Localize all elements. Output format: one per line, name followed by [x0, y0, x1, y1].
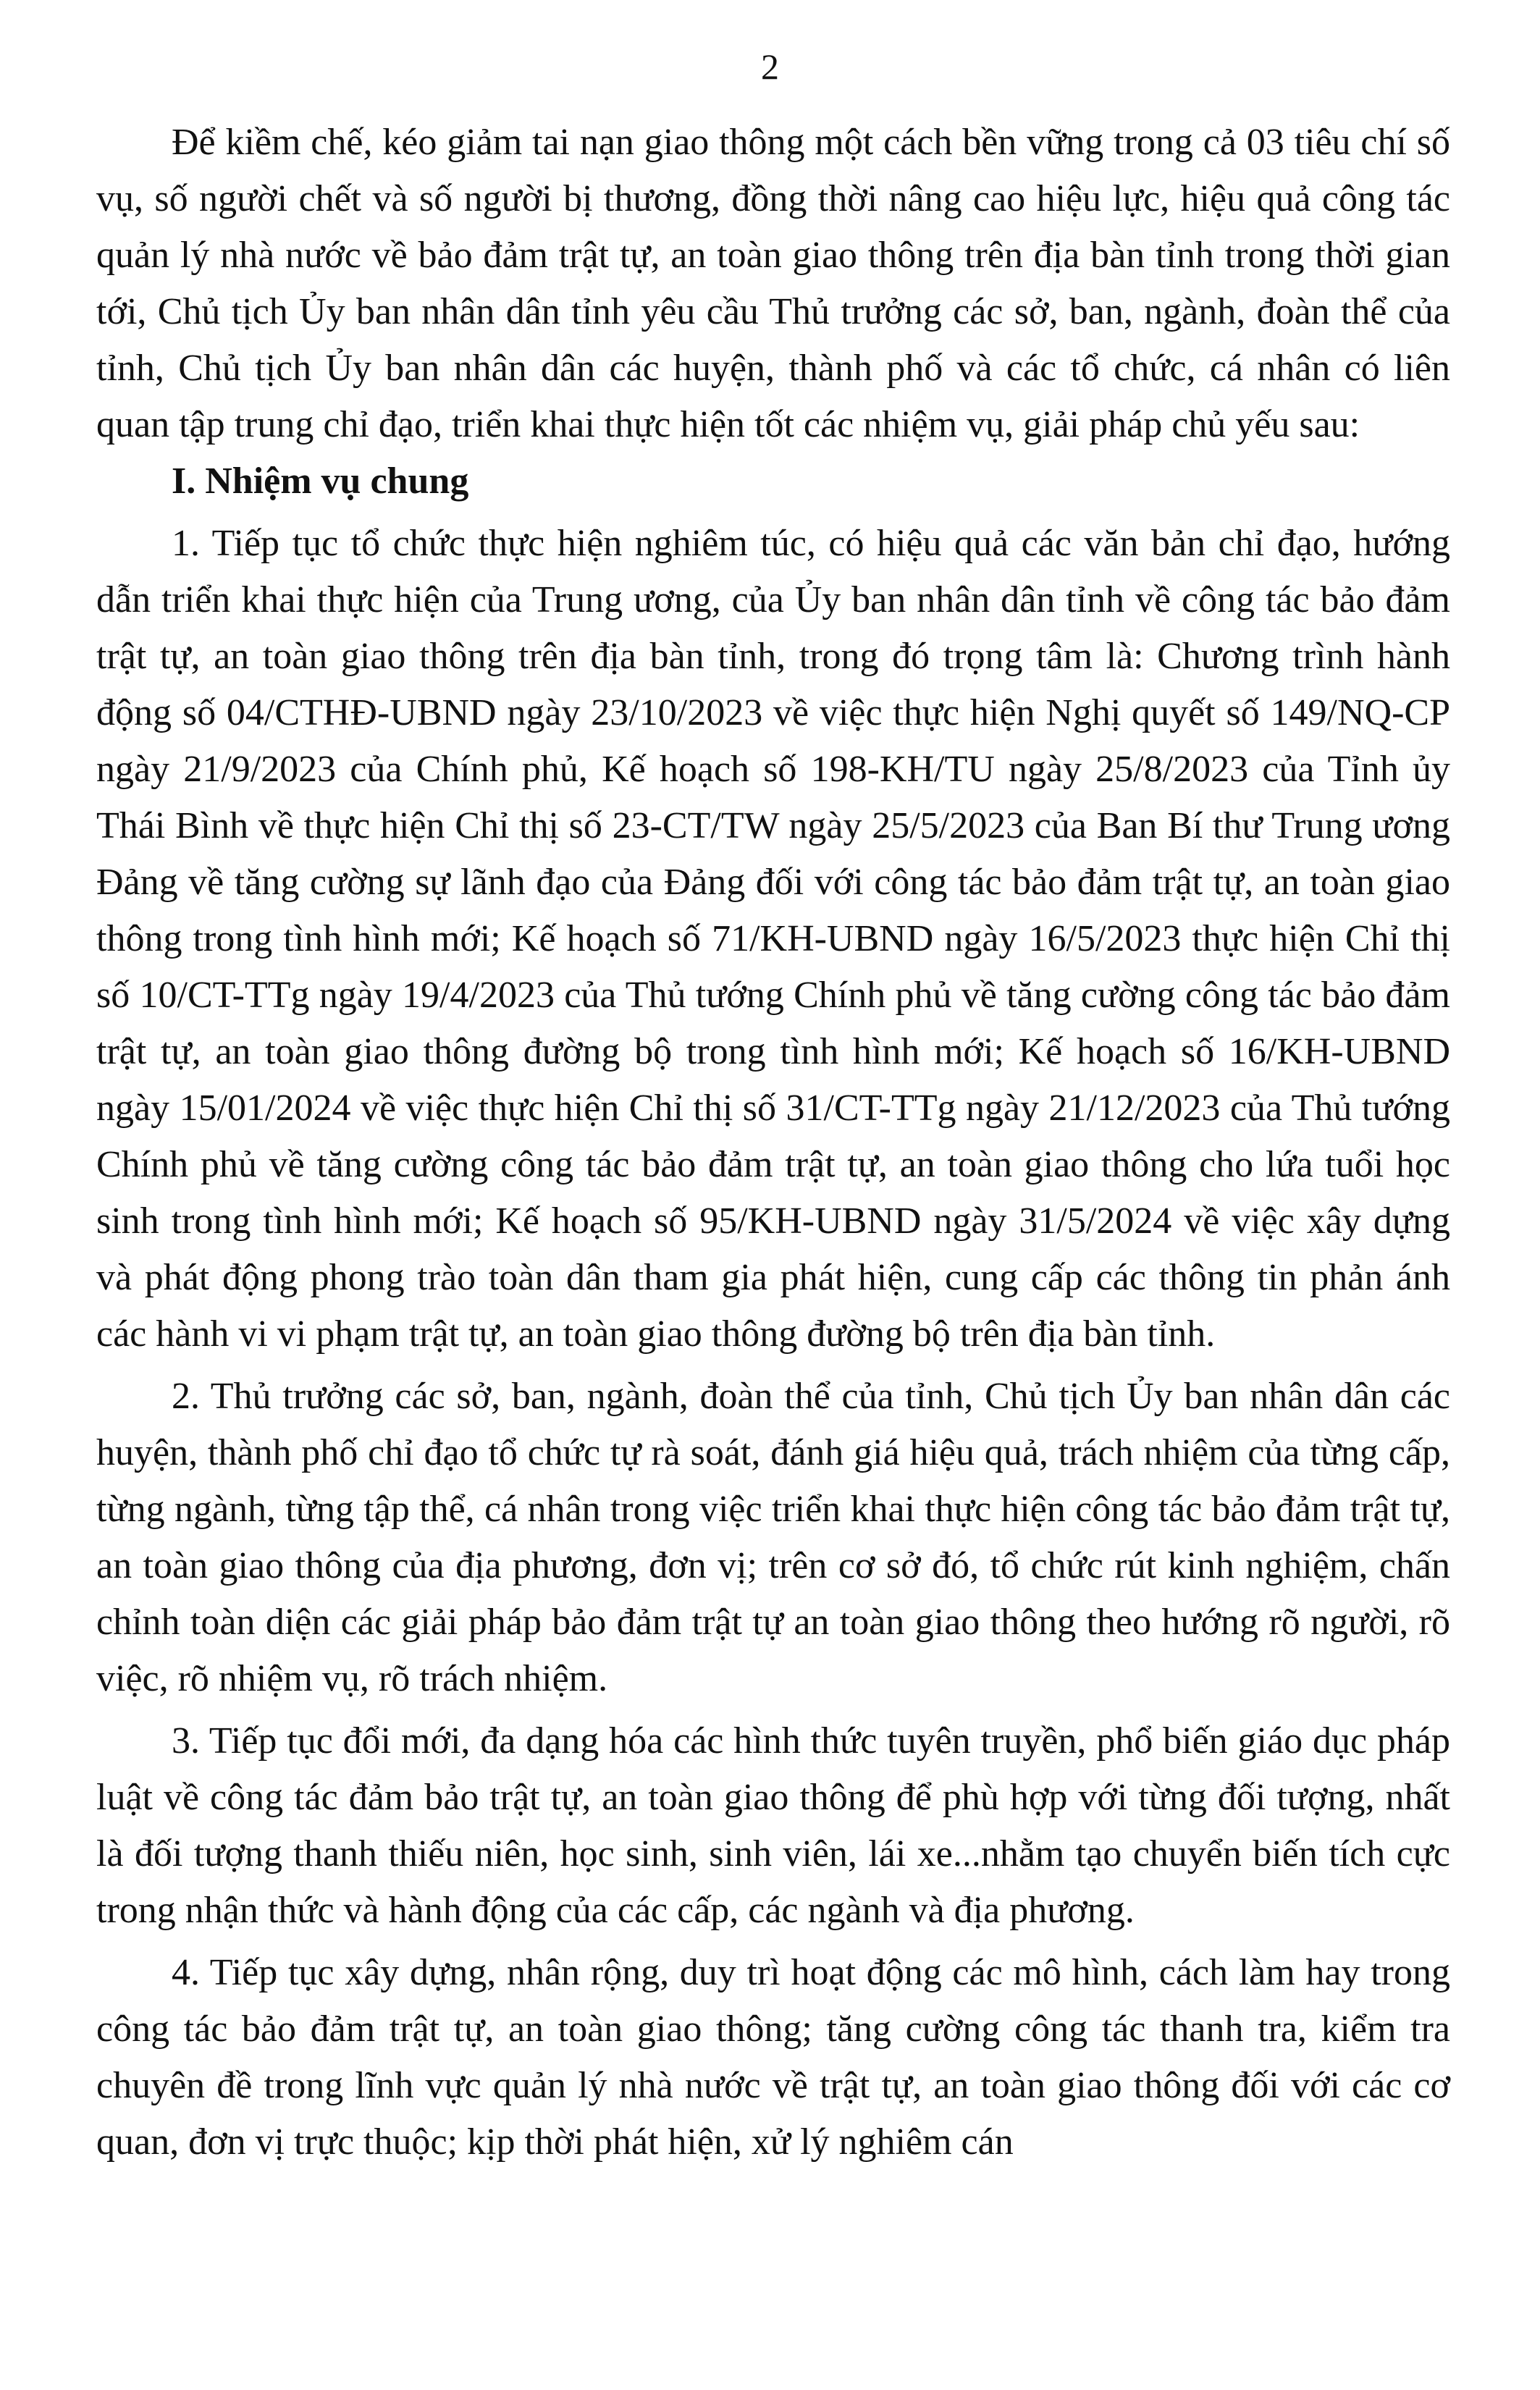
task-item-2: 2. Thủ trưởng các sở, ban, ngành, đoàn thể của tỉnh, Chủ tịch Ủy ban nhân dân các huyện, thành phố chỉ đạo tổ chức tự rà soát, đánh giá hiệu quả, trách nhiệm của từng cấp, từng ngành, từng tập thể, cá nhân trong việc triển khai thực hiện công tác bảo đảm trật tự, an toàn giao thông của địa phương, đơn vị; trên cơ sở đó, tổ chức rút kinh nghiệm, chấn chỉnh toàn diện các giải pháp bảo đảm trật tự an toàn giao thông theo hướng rõ người, rõ việc, rõ nhiệm vụ, rõ trách nhiệm.: [96, 1376, 1450, 1699]
section-heading: I. Nhiệm vụ chung: [172, 460, 469, 502]
task-item-4: 4. Tiếp tục xây dựng, nhân rộng, duy trì hoạt động các mô hình, cách làm hay trong công tác bảo đảm trật tự, an toàn giao thông; tăng cường công tác thanh tra, kiểm tra chuyên đề trong lĩnh vực quản lý nhà nước về trật tự, an toàn giao thông đối với các cơ quan, đơn vị trực thuộc; kịp thời phát hiện, xử lý nghiêm cán: [96, 1952, 1450, 2163]
document-body: [96, 114, 1450, 2171]
task-item-1: 1. Tiếp tục tổ chức thực hiện nghiêm túc, có hiệu quả các văn bản chỉ đạo, hướng dẫn triển khai thực hiện của Trung ương, của Ủy ban nhân dân tỉnh về công tác bảo đảm trật tự, an toàn giao thông trên địa bàn tỉnh, trong đó trọng tâm là: Chương trình hành động số 04/CTHĐ-UBND ngày 23/10/2023 về việc thực hiện Nghị quyết số 149/NQ-CP ngày 21/9/2023 của Chính phủ, Kế hoạch số 198-KH/TU ngày 25/8/2023 của Tỉnh ủy Thái Bình về thực hiện Chỉ thị số 23-CT/TW ngày 25/5/2023 của Ban Bí thư Trung ương Đảng về tăng cường sự lãnh đạo của Đảng đối với công tác bảo đảm trật tự, an toàn giao thông trong tình hình mới; Kế hoạch số 71/KH-UBND ngày 16/5/2023 thực hiện Chỉ thị số 10/CT-TTg ngày 19/4/2023 của Thủ tướng Chính phủ về tăng cường công tác bảo đảm trật tự, an toàn giao thông đường bộ trong tình hình mới; Kế hoạch số 16/KH-UBND ngày 15/01/2024 về việc thực hiện Chỉ thị số 31/CT-TTg ngày 21/12/2023 của Thủ tướng Chính phủ về tăng cường công tác bảo đảm trật tự, an toàn giao thông cho lứa tuổi học sinh trong tình hình mới; Kế hoạch số 95/KH-UBND ngày 31/5/2024 về việc xây dựng và phát động phong trào toàn dân tham gia phát hiện, cung cấp các thông tin phản ánh các hành vi vi phạm trật tự, an toàn giao thông đường bộ trên địa bàn tỉnh.: [96, 523, 1450, 1355]
page-number: 2: [761, 46, 779, 87]
task-item-3: 3. Tiếp tục đổi mới, đa dạng hóa các hình thức tuyên truyền, phổ biến giáo dục pháp luật về công tác đảm bảo trật tự, an toàn giao thông để phù hợp với từng đối tượng, nhất là đối tượng thanh thiếu niên, học sinh, sinh viên, lái xe...nhằm tạo chuyển biến tích cực trong nhận thức và hành động của các cấp, các ngành và địa phương.: [96, 1720, 1450, 1931]
intro-paragraph: Để kiềm chế, kéo giảm tai nạn giao thông một cách bền vững trong cả 03 tiêu chí số vụ, số người chết và số người bị thương, đồng thời nâng cao hiệu lực, hiệu quả công tác quản lý nhà nước về bảo đảm trật tự, an toàn giao thông trên địa bàn tỉnh trong thời gian tới, Chủ tịch Ủy ban nhân dân tỉnh yêu cầu Thủ trưởng các sở, ban, ngành, đoàn thể của tỉnh, Chủ tịch Ủy ban nhân dân các huyện, thành phố và các tổ chức, cá nhân có liên quan tập trung chỉ đạo, triển khai thực hiện tốt các nhiệm vụ, giải pháp chủ yếu sau:: [96, 122, 1450, 445]
